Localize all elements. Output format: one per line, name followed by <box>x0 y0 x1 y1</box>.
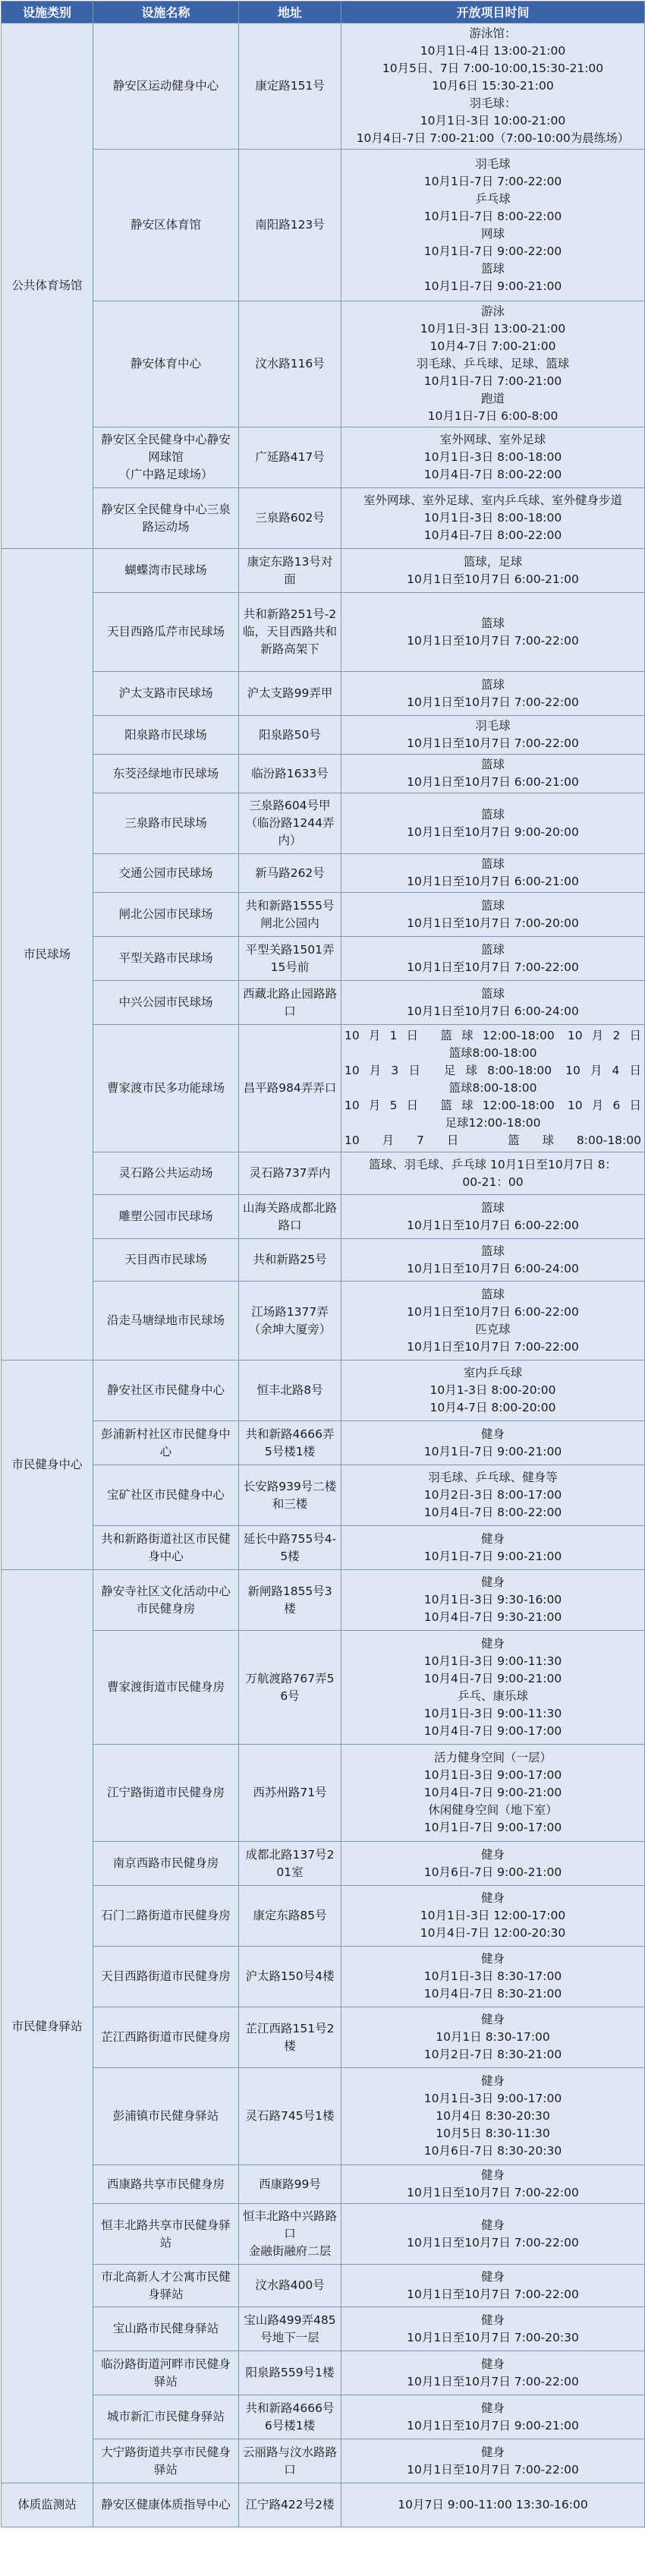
facility-name-cell: 静安社区市民健身中心 <box>93 1361 239 1421</box>
facility-name-cell: 芷江西路街道市民健身房 <box>93 2007 239 2068</box>
table-row <box>2 150 645 301</box>
table-row <box>2 1361 645 1421</box>
open-hours-line: 10月1日至10月7日 7:00-22:00 <box>407 695 579 709</box>
facility-name-cell: 曹家渡街道市民健身房 <box>93 1631 239 1745</box>
open-hours-line: 10月4日-7日 7:00-21:00（7:00-10:00为晨练场） <box>356 131 630 145</box>
facility-name-cell: 灵石路公共运动场 <box>93 1152 239 1195</box>
open-hours-line: 篮球 <box>480 261 505 276</box>
table-row <box>2 2165 645 2204</box>
table-body <box>2 24 645 2527</box>
open-hours-line: 健身 <box>480 1952 505 1966</box>
open-hours-line: 00-21：00 <box>462 1174 524 1189</box>
open-hours-line: 10月1日至10月7日 6:00-24:00 <box>407 1261 579 1275</box>
address-cell: 昌平路984弄弄口 <box>239 1025 341 1152</box>
open-hours-line: 10月1日-3日 8:00-18:00 <box>423 511 562 525</box>
facility-name-cell: 闸北公园市民球场 <box>93 893 239 937</box>
address-cell: 芷江西路151号2楼 <box>239 2007 341 2068</box>
open-hours-line: 10月1日 8:30-17:00 <box>436 2030 550 2044</box>
open-hours-cell <box>341 1239 645 1282</box>
open-hours-line: 10月4-7日 8:00-20:00 <box>429 1401 556 1414</box>
open-hours-line: 10月1日 篮球12:00-18:00 10月2日 <box>345 1029 641 1042</box>
facility-name-cell: 沿走马塘绿地市民球场 <box>93 1282 239 1361</box>
open-hours-line: 篮球 <box>480 942 505 957</box>
address-cell: 三泉路604号甲（临汾路1244弄内） <box>239 793 341 854</box>
open-hours-cell <box>341 1152 645 1195</box>
open-hours-cell <box>341 981 645 1025</box>
table-row <box>2 1465 645 1526</box>
address-cell: 广延路417号 <box>239 427 341 488</box>
address-cell: 阳泉路559号1楼 <box>239 2351 341 2395</box>
open-hours-line: 乒乓、康乐球 <box>457 1688 528 1703</box>
open-hours-line: 健身 <box>480 2357 505 2371</box>
table-row <box>2 893 645 937</box>
open-hours-cell <box>341 1570 645 1631</box>
open-hours-line: 10月1日-7日 9:00-21:00 <box>423 279 562 293</box>
open-hours-line: 10月4日-7日 12:00-20:30 <box>420 1926 566 1940</box>
facility-name-cell: 恒丰北路共享市民健身驿站 <box>93 2204 239 2265</box>
facility-name-cell: 静安体育中心 <box>93 301 239 427</box>
open-hours-cell <box>341 1947 645 2007</box>
open-hours-line: 10月1日-7日 7:00-22:00 <box>423 174 562 188</box>
open-hours-line: 10月1日至10月7日 7:00-22:00 <box>407 2374 579 2388</box>
open-hours-cell <box>341 1025 645 1152</box>
open-hours-line: 10月1日-3日 9:00-11:30 <box>423 1706 562 1720</box>
open-hours-line: 健身 <box>480 1847 505 1862</box>
table-row <box>2 2395 645 2439</box>
table-row <box>2 1282 645 1361</box>
table-row <box>2 2265 645 2307</box>
facility-name-cell: 静安区运动健身中心 <box>93 24 239 150</box>
address-cell: 康定东路13号对面 <box>239 549 341 593</box>
open-hours-line: 10月7日 9:00-11:00 13:30-16:00 <box>398 2498 588 2511</box>
open-hours-line: 羽毛球 <box>475 719 511 733</box>
open-hours-cell <box>341 893 645 937</box>
open-hours-line: 篮球 <box>480 1244 505 1258</box>
facility-name-cell: 交通公园市民球场 <box>93 854 239 893</box>
open-hours-line: 10月4-7日 7:00-21:00 <box>429 339 556 353</box>
open-hours-line: 10月6日-7日 9:00-21:00 <box>423 1865 562 1879</box>
address-cell: 沪太支路99弄甲 <box>239 672 341 716</box>
open-hours-line: 10月1日至10月7日 6:00-22:00 <box>407 1304 579 1319</box>
category-cell: 市民健身驿站 <box>2 1570 93 2483</box>
open-hours-line: 10月1日至10月7日 6:00-21:00 <box>407 775 579 789</box>
open-hours-line: 篮球8:00-18:00 <box>448 1046 537 1060</box>
table-row <box>2 981 645 1025</box>
open-hours-line: 健身 <box>480 2218 505 2232</box>
open-hours-line: 10月4日-7日 9:30-21:00 <box>423 1610 562 1624</box>
header-row <box>2 2 645 24</box>
open-hours-line: 篮球、羽毛球、乒乓球 10月1日至10月7日 8： <box>369 1157 617 1171</box>
open-hours-line: 健身 <box>480 2313 505 2327</box>
table-row <box>2 427 645 488</box>
facility-name-cell: 城市新汇市民健身驿站 <box>93 2395 239 2439</box>
open-hours-line: 羽毛球： <box>469 96 517 110</box>
open-hours-line: 10月1日至10月7日 7:00-22:00 <box>407 736 579 750</box>
open-hours-line: 活力健身空间（一层） <box>433 1751 552 1764</box>
open-hours-line: 羽毛球、乒乓球、足球、篮球 <box>416 357 570 370</box>
open-hours-line: 10月1日至10月7日 7:00-20:00 <box>407 916 579 930</box>
table-row <box>2 1570 645 1631</box>
table-row <box>2 2068 645 2165</box>
open-hours-line: 10月5日、7日 7:00-10:00,15:30-21:00 <box>382 61 604 75</box>
table-row <box>2 2007 645 2068</box>
open-hours-line: 10月1日-3日 9:00-17:00 <box>423 1768 562 1782</box>
table-row <box>2 2307 645 2351</box>
open-hours-line: 室内乒乓球 <box>463 1366 523 1379</box>
open-hours-line: 10月1日-3日 12:00-17:00 <box>420 1909 566 1922</box>
table-row <box>2 755 645 793</box>
table-row <box>2 1152 645 1195</box>
facility-name-cell: 大宁路街道共享市民健身驿站 <box>93 2439 239 2483</box>
open-hours-line: 10月1日-7日 9:00-22:00 <box>423 244 562 258</box>
open-hours-line: 健身 <box>480 2445 505 2459</box>
open-hours-cell <box>341 1421 645 1465</box>
open-hours-line: 10月1日-4日 13:00-21:00 <box>420 44 566 58</box>
open-hours-cell <box>341 2068 645 2165</box>
open-hours-line: 室外网球、室外足球、室内乒乓球、室外健身步道 <box>363 493 622 507</box>
open-hours-line: 健身 <box>480 1427 505 1441</box>
open-hours-cell <box>341 488 645 549</box>
open-hours-line: 10月1日-7日 8:00-22:00 <box>423 209 562 223</box>
address-cell: 西康路99号 <box>239 2165 341 2204</box>
category-cell: 市民健身中心 <box>2 1361 93 1570</box>
open-hours-cell <box>341 854 645 893</box>
address-cell: 万航渡路767弄56号 <box>239 1631 341 1745</box>
address-cell: 共和新路1555号闸北公园内 <box>239 893 341 937</box>
address-cell: 山海关路成都北路路口 <box>239 1195 341 1239</box>
table-row <box>2 549 645 593</box>
open-hours-line: 篮球 <box>480 616 505 630</box>
open-hours-line: 10月4日-7日 8:00-22:00 <box>423 528 562 542</box>
facility-name-cell: 临汾路街道河畔市民健身驿站 <box>93 2351 239 2395</box>
open-hours-cell <box>341 793 645 854</box>
facility-name-cell: 阳泉路市民球场 <box>93 716 239 755</box>
open-hours-line: 10月1日-7日 6:00-8:00 <box>427 409 558 423</box>
open-hours-line: 10月1日至10月7日 7:00-22:00 <box>407 2287 579 2301</box>
open-hours-cell <box>341 1465 645 1526</box>
open-hours-line: 篮球 <box>480 986 505 1001</box>
table-row <box>2 672 645 716</box>
open-hours-cell <box>341 1526 645 1570</box>
open-hours-cell <box>341 150 645 301</box>
open-hours-cell <box>341 2483 645 2527</box>
open-hours-cell <box>341 549 645 593</box>
open-hours-cell <box>341 2165 645 2204</box>
address-cell: 沪太路150号4楼 <box>239 1947 341 2007</box>
address-cell: 三泉路602号 <box>239 488 341 549</box>
facility-name-cell: 彭浦镇市民健身驿站 <box>93 2068 239 2165</box>
open-hours-line: 篮球 <box>480 758 505 771</box>
open-hours-line: 篮球 <box>480 857 505 871</box>
open-hours-cell <box>341 1282 645 1361</box>
facility-name-cell: 天目西路街道市民健身房 <box>93 1947 239 2007</box>
table-row <box>2 1025 645 1152</box>
address-cell: 西藏北路止园路路口 <box>239 981 341 1025</box>
open-hours-line: 休闲健身空间（地下室） <box>428 1803 558 1817</box>
open-hours-line: 10月5日 8:30-11:30 <box>436 2127 550 2140</box>
facility-name-cell: 中兴公园市民球场 <box>93 981 239 1025</box>
open-hours-line: 10月1日至10月7日 6:00-22:00 <box>407 1218 579 1232</box>
facility-name-cell: 江宁路街道市民健身房 <box>93 1745 239 1842</box>
open-hours-cell <box>341 24 645 150</box>
open-hours-cell <box>341 1842 645 1886</box>
open-hours-line: 10月2日-3日 8:00-17:00 <box>423 1488 562 1502</box>
facility-name-cell: 西康路共享市民健身房 <box>93 2165 239 2204</box>
facility-name-cell: 市北高新人才公寓市民健身驿站 <box>93 2265 239 2307</box>
open-hours-line: 室外网球、室外足球 <box>439 433 546 446</box>
open-hours-line: 10月1日-3日 9:00-17:00 <box>423 2092 562 2105</box>
facility-schedule-table <box>1 1 645 2527</box>
facility-name-cell: 沪太支路市民球场 <box>93 672 239 716</box>
table-row <box>2 937 645 981</box>
open-hours-line: 10月1日至10月7日 7:00-22:00 <box>407 2186 579 2199</box>
address-cell: 新闸路1855号3楼 <box>239 1570 341 1631</box>
open-hours-line: 10月6日-7日 8:30-20:30 <box>423 2144 562 2158</box>
open-hours-cell <box>341 1631 645 1745</box>
address-cell: 康定路151号 <box>239 24 341 150</box>
table-row <box>2 2483 645 2527</box>
table-row <box>2 1886 645 1947</box>
facility-name-cell: 静安寺社区文化活动中心市民健身房 <box>93 1570 239 1631</box>
address-cell: 灵石路737弄内 <box>239 1152 341 1195</box>
open-hours-line: 游泳 <box>480 304 505 318</box>
table-row <box>2 1631 645 1745</box>
open-hours-line: 10月2日-7日 8:30-21:00 <box>423 2048 562 2061</box>
open-hours-cell <box>341 2265 645 2307</box>
table-row <box>2 716 645 755</box>
table-row <box>2 2439 645 2483</box>
facility-name-cell: 天目西路瓜芹市民球场 <box>93 593 239 672</box>
address-cell: 汶水路400号 <box>239 2265 341 2307</box>
open-hours-cell <box>341 301 645 427</box>
facility-name-cell: 宝矿社区市民健身中心 <box>93 1465 239 1526</box>
open-hours-line: 健身 <box>480 2074 505 2088</box>
open-hours-cell <box>341 716 645 755</box>
address-cell: 江宁路422号2楼 <box>239 2483 341 2527</box>
open-hours-line: 健身 <box>480 2269 505 2284</box>
open-hours-line: 10月1日至10月7日 7:00-22:00 <box>407 1339 579 1354</box>
open-hours-cell <box>341 2204 645 2265</box>
open-hours-cell <box>341 1195 645 1239</box>
table-row <box>2 1421 645 1465</box>
table-row <box>2 1842 645 1886</box>
address-cell: 阳泉路50号 <box>239 716 341 755</box>
open-hours-cell <box>341 2395 645 2439</box>
open-hours-cell <box>341 2351 645 2395</box>
open-hours-line: 10月1日-3日 9:30-16:00 <box>423 1593 562 1606</box>
open-hours-line: 篮球，足球 <box>463 554 523 569</box>
open-hours-cell <box>341 2439 645 2483</box>
open-hours-line: 篮球 <box>480 1200 505 1215</box>
open-hours-cell <box>341 593 645 672</box>
open-hours-line: 10月1日至10月7日 6:00-21:00 <box>407 572 579 586</box>
facility-name-cell: 共和新路街道社区市民健身中心 <box>93 1526 239 1570</box>
address-cell: 灵石路745号1楼 <box>239 2068 341 2165</box>
address-cell: 南阳路123号 <box>239 150 341 301</box>
address-cell: 云丽路与汶水路路口 <box>239 2439 341 2483</box>
open-hours-cell <box>341 2307 645 2351</box>
open-hours-line: 10月4日 8:30-20:30 <box>436 2109 550 2123</box>
facility-name-cell: 宝山路市民健身驿站 <box>93 2307 239 2351</box>
open-hours-line: 健身 <box>480 1531 505 1546</box>
address-cell: 恒丰北路中兴路路口 金融街融府二层 <box>239 2204 341 2265</box>
open-hours-cell <box>341 937 645 981</box>
open-hours-line: 羽毛球 <box>475 156 511 171</box>
address-cell: 共和新路4666号6号楼1楼 <box>239 2395 341 2439</box>
address-cell: 宝山路499弄485号地下一层 <box>239 2307 341 2351</box>
table-row <box>2 1745 645 1842</box>
header-address: 地址 <box>239 2 341 24</box>
open-hours-line: 10月1日-3日 10:00-21:00 <box>420 114 566 128</box>
table-row <box>2 2351 645 2395</box>
facility-name-cell: 曹家渡市民多功能球场 <box>93 1025 239 1152</box>
open-hours-line: 10月4日-7日 8:00-22:00 <box>423 1506 562 1519</box>
table-row <box>2 593 645 672</box>
open-hours-cell <box>341 2007 645 2068</box>
header-category: 设施类别 <box>2 2 93 24</box>
facility-name-cell: 彭浦新村社区市民健身中心 <box>93 1421 239 1465</box>
facility-name-cell: 静安区全民健身中心三泉路运动场 <box>93 488 239 549</box>
open-hours-line: 10月4日-7日 9:00-21:00 <box>423 1671 562 1685</box>
open-hours-cell <box>341 1361 645 1421</box>
open-hours-line: 10月1日至10月7日 6:00-21:00 <box>407 875 579 888</box>
open-hours-line: 10月1日-7日 7:00-21:00 <box>423 374 562 388</box>
open-hours-line: 10月1日至10月7日 7:00-20:30 <box>407 2330 579 2344</box>
open-hours-line: 10月1日-7日 9:00-21:00 <box>423 1444 562 1458</box>
table-row <box>2 2204 645 2265</box>
table-row <box>2 301 645 427</box>
open-hours-line: 10月1日-3日 13:00-21:00 <box>420 322 566 336</box>
open-hours-line: 健身 <box>480 1575 505 1589</box>
facility-name-cell: 雕塑公园市民球场 <box>93 1195 239 1239</box>
open-hours-line: 匹克球 <box>475 1322 511 1336</box>
open-hours-line: 篮球 <box>480 1287 505 1301</box>
open-hours-line: 10月4日-7日 9:00-17:00 <box>423 1723 562 1738</box>
facility-name-cell: 三泉路市民球场 <box>93 793 239 854</box>
facility-name-cell: 平型关路市民球场 <box>93 937 239 981</box>
open-hours-line: 足球12:00-18:00 <box>445 1116 541 1130</box>
open-hours-line: 10月1日至10月7日 7:00-22:00 <box>407 960 579 974</box>
open-hours-cell <box>341 672 645 716</box>
open-hours-line: 羽毛球、乒乓球、健身等 <box>428 1471 558 1484</box>
table-row <box>2 854 645 893</box>
open-hours-line: 10月1日-7日 9:00-17:00 <box>423 1821 562 1834</box>
category-cell: 市民球场 <box>2 549 93 1361</box>
address-cell: 康定东路85号 <box>239 1886 341 1947</box>
address-cell: 共和新路251号-2临，天目西路共和新路高架下 <box>239 593 341 672</box>
open-hours-line: 10月1日至10月7日 7:00-22:00 <box>407 633 579 648</box>
table-row <box>2 1526 645 1570</box>
open-hours-line: 10月4日-7日 9:00-21:00 <box>423 1786 562 1799</box>
address-cell: 江场路1377弄（余坤大厦旁） <box>239 1282 341 1361</box>
open-hours-line: 10月1日至10月7日 7:00-22:00 <box>407 2462 579 2477</box>
table-row <box>2 793 645 854</box>
address-cell: 临汾路1633号 <box>239 755 341 793</box>
address-cell: 长安路939号二楼和三楼 <box>239 1465 341 1526</box>
facility-name-cell: 静安区健康体质指导中心 <box>93 2483 239 2527</box>
open-hours-line: 健身 <box>480 2401 505 2415</box>
open-hours-line: 10月7日 篮球8:00-18:00 <box>345 1134 641 1147</box>
open-hours-line: 10月1日至10月7日 9:00-21:00 <box>407 2418 579 2433</box>
address-cell: 西苏州路71号 <box>239 1745 341 1842</box>
address-cell: 恒丰北路8号 <box>239 1361 341 1421</box>
open-hours-line: 10月1日-3日 9:00-11:30 <box>423 1654 562 1668</box>
open-hours-line: 篮球 <box>480 807 505 821</box>
open-hours-line: 10月4日-7日 8:30-21:00 <box>423 1987 562 2001</box>
open-hours-cell <box>341 1886 645 1947</box>
open-hours-line: 游泳馆： <box>469 27 517 40</box>
address-cell: 平型关路1501弄15号前 <box>239 937 341 981</box>
open-hours-line: 跑道 <box>480 392 505 405</box>
facility-name-cell: 天目西市民球场 <box>93 1239 239 1282</box>
facility-name-cell: 石门二路街道市民健身房 <box>93 1886 239 1947</box>
open-hours-line: 篮球8:00-18:00 <box>448 1081 537 1095</box>
open-hours-line: 篮球 <box>480 677 505 692</box>
address-cell: 汶水路116号 <box>239 301 341 427</box>
open-hours-line: 10月1日至10月7日 9:00-20:00 <box>407 825 579 839</box>
address-cell: 共和新路4666弄5号楼1楼 <box>239 1421 341 1465</box>
open-hours-line: 10月1日至10月7日 6:00-24:00 <box>407 1004 579 1018</box>
open-hours-line: 10月4日-7日 8:00-22:00 <box>423 468 562 481</box>
facility-name-cell: 蝴蝶湾市民球场 <box>93 549 239 593</box>
address-cell: 成都北路137号201室 <box>239 1842 341 1886</box>
facility-name-cell: 南京西路市民健身房 <box>93 1842 239 1886</box>
category-cell: 公共体育场馆 <box>2 24 93 549</box>
table-row <box>2 1239 645 1282</box>
open-hours-line: 10月1-3日 8:00-20:00 <box>429 1383 556 1397</box>
open-hours-line: 10月5日 篮球12:00-18:00 10月6日 <box>345 1099 641 1112</box>
open-hours-line: 10月1日-3日 8:30-17:00 <box>423 1969 562 1983</box>
open-hours-line: 10月1日-3日 8:00-18:00 <box>423 450 562 464</box>
facility-name-cell: 静安区体育馆 <box>93 150 239 301</box>
table-row <box>2 24 645 150</box>
open-hours-line: 健身 <box>480 1891 505 1905</box>
facility-name-cell: 静安区全民健身中心静安网球馆 （广中路足球场） <box>93 427 239 488</box>
open-hours-line: 网球 <box>480 226 505 241</box>
address-cell: 共和新路25号 <box>239 1239 341 1282</box>
table-row <box>2 488 645 549</box>
open-hours-cell <box>341 427 645 488</box>
open-hours-cell <box>341 1745 645 1842</box>
open-hours-line: 乒乓球 <box>475 191 511 206</box>
open-hours-cell <box>341 755 645 793</box>
table-row <box>2 1947 645 2007</box>
open-hours-line: 10月1日至10月7日 7:00-22:00 <box>407 2235 579 2250</box>
open-hours-line: 篮球 <box>480 898 505 913</box>
header-facility-name: 设施名称 <box>93 2 239 24</box>
open-hours-line: 健身 <box>480 1636 505 1651</box>
open-hours-line: 10月3日 足球8:00-18:00 10月4日 <box>345 1064 641 1077</box>
address-cell: 新马路262号 <box>239 854 341 893</box>
header-open-hours: 开放项目时间 <box>341 2 645 24</box>
open-hours-line: 健身 <box>480 2013 505 2026</box>
facility-name-cell: 东茭泾绿地市民球场 <box>93 755 239 793</box>
category-cell: 体质监测站 <box>2 2483 93 2527</box>
table-row <box>2 1195 645 1239</box>
open-hours-line: 健身 <box>480 2168 505 2182</box>
open-hours-line: 10月1日-7日 9:00-21:00 <box>423 1549 562 1563</box>
address-cell: 延长中路755号4-5楼 <box>239 1526 341 1570</box>
open-hours-line: 10月6日 15:30-21:00 <box>432 79 554 93</box>
